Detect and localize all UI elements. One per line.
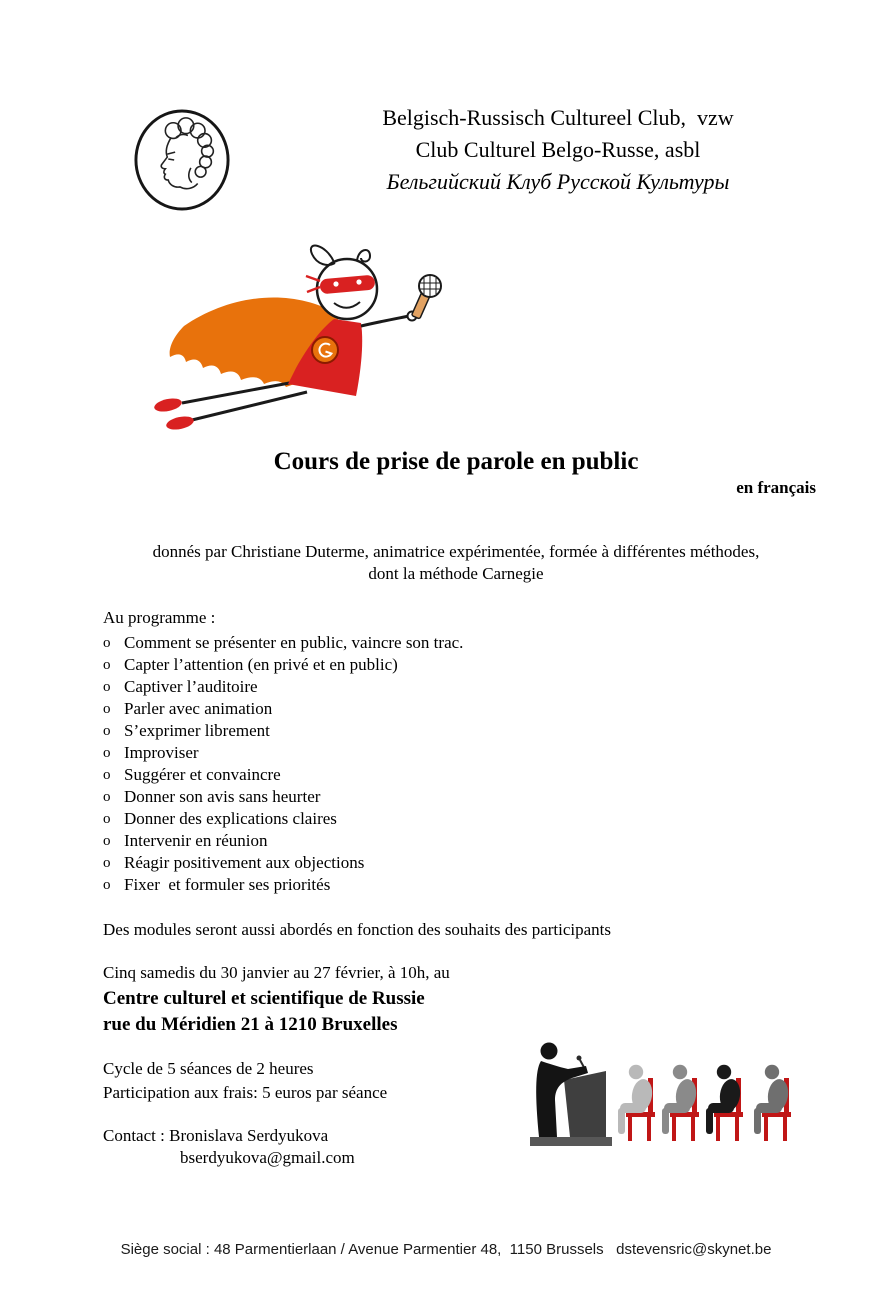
cycle-info: Cycle de 5 séances de 2 heures — [103, 1059, 314, 1078]
venue-address: rue du Méridien 21 à 1210 Bruxelles — [103, 1014, 398, 1035]
list-bullet: o — [103, 833, 111, 849]
program-item-text: Donner son avis sans heurter — [124, 787, 321, 806]
header-line-nl: Belgisch-Russisch Cultureel Club, vzw — [382, 105, 734, 130]
intro-paragraph — [56, 541, 856, 585]
venue-name: Centre culturel et scientifique de Russie — [103, 988, 425, 1009]
program-item — [103, 852, 703, 874]
program-item — [103, 654, 703, 676]
list-bullet: o — [103, 877, 111, 893]
audience-illustration — [528, 1038, 800, 1150]
program-item-text: Improviser — [124, 743, 199, 762]
program-item — [103, 632, 703, 654]
program-heading: Au programme : — [103, 608, 216, 627]
list-bullet: o — [103, 855, 111, 871]
list-bullet: o — [103, 745, 111, 761]
list-bullet: o — [103, 811, 111, 827]
program-item — [103, 720, 703, 742]
list-bullet: o — [103, 701, 111, 717]
fee-info: Participation aux frais: 5 euros par séance — [103, 1083, 388, 1102]
list-bullet: o — [103, 767, 111, 783]
program-item — [103, 830, 703, 852]
list-bullet: o — [103, 679, 111, 695]
program-item — [103, 808, 703, 830]
list-bullet: o — [103, 657, 111, 673]
header — [300, 102, 816, 198]
program-item — [103, 764, 703, 786]
club-logo-icon — [133, 107, 231, 213]
header-line-ru: Бельгийский Клуб Русской Культуры — [386, 169, 730, 194]
program-item — [103, 874, 703, 896]
program-list — [103, 632, 703, 896]
page-title: Cours de prise de parole en public — [273, 448, 639, 475]
program-item-text: Donner des explications claires — [124, 809, 337, 828]
contact-name: Contact : Bronislava Serdyukova — [103, 1126, 329, 1145]
program-item-text: Capter l’attention (en privé et en public) — [124, 655, 398, 674]
program-item-text: Intervenir en réunion — [124, 831, 268, 850]
list-bullet: o — [103, 723, 111, 739]
header-line-fr: Club Culturel Belgo-Russe, asbl — [415, 137, 701, 162]
list-bullet: o — [103, 635, 111, 651]
contact-email: bserdyukova@gmail.com — [180, 1148, 355, 1167]
program-item-text: Réagir positivement aux objections — [124, 853, 365, 872]
list-bullet: o — [103, 789, 111, 805]
program-item-text: S’exprimer librement — [124, 721, 270, 740]
superhero-illustration — [128, 226, 450, 450]
program-item-text: Parler avec animation — [124, 699, 273, 718]
program-item — [103, 698, 703, 720]
intro-line-2: dont la méthode Carnegie — [368, 564, 544, 583]
intro-line-1: donnés par Christiane Duterme, animatrice expérimentée, formée à différentes méthodes, — [152, 542, 760, 561]
modules-note: Des modules seront aussi abordés en fonction des souhaits des participants — [103, 920, 612, 939]
program-item-text: Captiver l’auditoire — [124, 677, 258, 696]
schedule-intro: Cinq samedis du 30 janvier au 27 février, à 10h, au — [103, 963, 450, 982]
program-item — [103, 676, 703, 698]
language-note: en français — [736, 478, 816, 497]
program-item — [103, 742, 703, 764]
program-item-text: Fixer et formuler ses priorités — [124, 875, 331, 894]
program-item — [103, 786, 703, 808]
footer-address: Siège social : 48 Parmentierlaan / Avenue Parmentier 48, 1150 Brussels dstevensric@skynet.be — [120, 1241, 772, 1258]
program-item-text: Comment se présenter en public, vaincre son trac. — [124, 633, 464, 652]
program-item-text: Suggérer et convaincre — [124, 765, 281, 784]
